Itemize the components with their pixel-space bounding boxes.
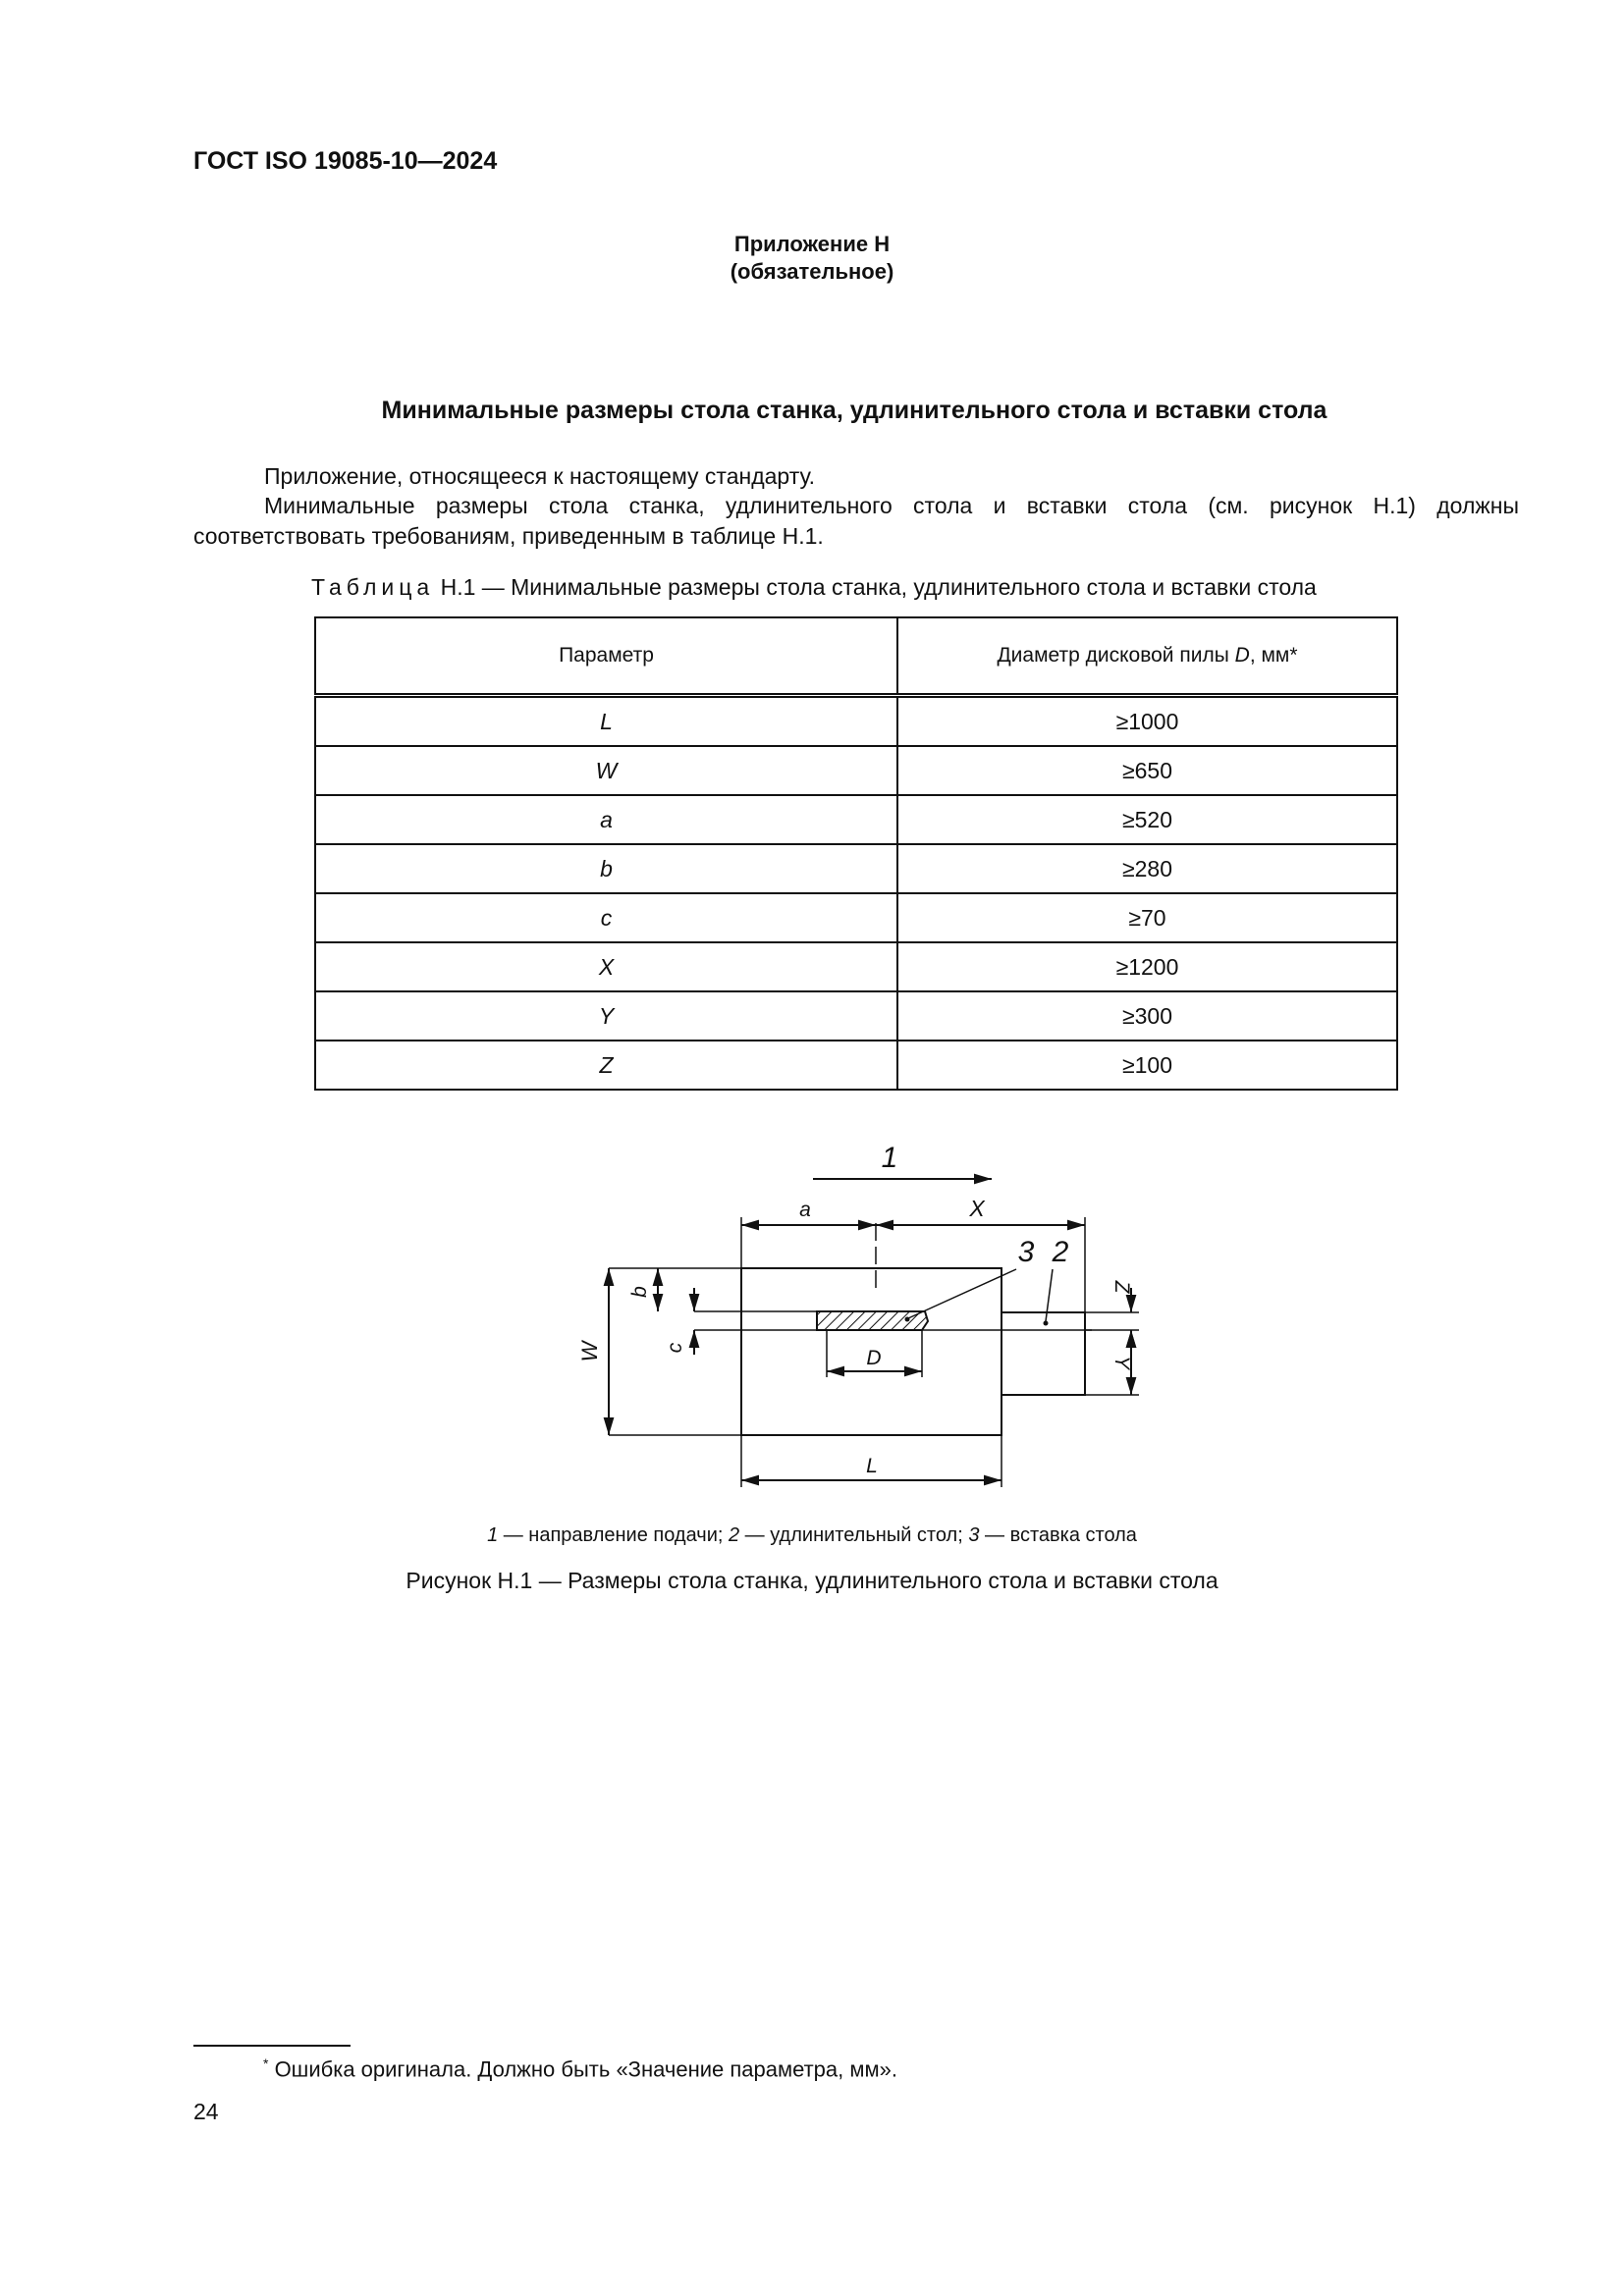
param-cell: X — [315, 942, 897, 991]
dimension-label-a: a — [799, 1199, 811, 1221]
parameters-table — [314, 616, 1398, 1091]
dimension-label-c: c — [664, 1342, 686, 1354]
annex-status: (обязательное) — [730, 259, 894, 284]
table-caption-text: Н.1 — Минимальные размеры стола станка, удлинительного стола и вставки стола — [440, 574, 1317, 600]
table-row — [315, 795, 1397, 844]
value-cell: ≥300 — [897, 991, 1397, 1041]
dimension-label-b: b — [628, 1286, 651, 1298]
table-row — [315, 696, 1397, 747]
dimension-label-z: Z — [1110, 1280, 1133, 1294]
leader-insert — [908, 1269, 1016, 1318]
section-title: Минимальные размеры стола станка, удлинительного стола и вставки стола — [381, 397, 1327, 424]
page-number: 24 — [193, 2099, 219, 2124]
table-insert — [817, 1311, 928, 1330]
table-row — [315, 1041, 1397, 1090]
dimension-label-y: Y — [1110, 1355, 1133, 1370]
param-cell: Z — [315, 1041, 897, 1090]
footnote-divider — [193, 2045, 351, 2047]
table-row — [315, 746, 1397, 795]
table-caption-label: Таблица — [311, 574, 435, 600]
value-cell: ≥280 — [897, 844, 1397, 893]
dimension-label-x: X — [969, 1196, 985, 1221]
param-cell: c — [315, 893, 897, 942]
legend-text-1: — направление подачи; — [498, 1524, 729, 1546]
dimension-label-l: L — [866, 1455, 878, 1477]
table-row — [315, 942, 1397, 991]
value-cell: ≥100 — [897, 1041, 1397, 1090]
callout-3: 3 — [1017, 1236, 1035, 1268]
leader-extension-table — [1046, 1269, 1053, 1321]
paragraph-1: Приложение, относящееся к настоящему стандарту. — [264, 463, 816, 489]
callout-2: 2 — [1052, 1236, 1069, 1268]
footnote-text: Ошибка оригинала. Должно быть «Значение параметра, мм». — [268, 2056, 897, 2082]
param-cell: b — [315, 844, 897, 893]
table-caption — [311, 574, 1317, 601]
table-row — [315, 991, 1397, 1041]
table-header-row — [315, 617, 1397, 696]
value-cell: ≥1200 — [897, 942, 1397, 991]
table-row — [315, 844, 1397, 893]
value-cell: ≥520 — [897, 795, 1397, 844]
table-row — [315, 893, 1397, 942]
figure-legend — [0, 1524, 1624, 1547]
table-dimensions-drawing — [569, 1129, 1159, 1502]
footnote-mark: * — [263, 2056, 269, 2071]
dimension-label-w: W — [577, 1341, 602, 1362]
diameter-header-variable: D — [1234, 644, 1250, 667]
diameter-header-text: Диаметр дисковой пилы — [997, 644, 1235, 667]
param-cell: W — [315, 746, 897, 795]
value-cell: ≥1000 — [897, 696, 1397, 747]
column-header-parameter: Параметр — [315, 617, 897, 696]
annex-title: Приложение Н — [733, 232, 891, 256]
diameter-header-unit: , мм* — [1249, 644, 1298, 667]
standard-header: ГОСТ ISO 19085-10—2024 — [193, 147, 498, 175]
legend-number-3: 3 — [968, 1524, 980, 1546]
param-cell: L — [315, 696, 897, 747]
param-cell: Y — [315, 991, 897, 1041]
feed-direction-number: 1 — [881, 1142, 898, 1174]
extension-table — [1001, 1312, 1085, 1395]
legend-text-3: — вставка стола — [979, 1524, 1137, 1546]
column-header-diameter — [897, 617, 1397, 696]
legend-number-1: 1 — [487, 1524, 499, 1546]
dimension-label-d: D — [866, 1347, 882, 1369]
footnote — [263, 2056, 897, 2082]
figure-caption: Рисунок Н.1 — Размеры стола станка, удлинительного стола и вставки стола — [406, 1568, 1218, 1593]
param-cell: a — [315, 795, 897, 844]
legend-number-2: 2 — [728, 1524, 740, 1546]
value-cell: ≥70 — [897, 893, 1397, 942]
value-cell: ≥650 — [897, 746, 1397, 795]
legend-text-2: — удлинительный стол; — [739, 1524, 969, 1546]
paragraph-2: Минимальные размеры стола станка, удлинительного стола и вставки стола (см. рисунок Н.1) должны соответствовать требованиям, приведенным в таблице Н.1. — [193, 493, 1519, 549]
